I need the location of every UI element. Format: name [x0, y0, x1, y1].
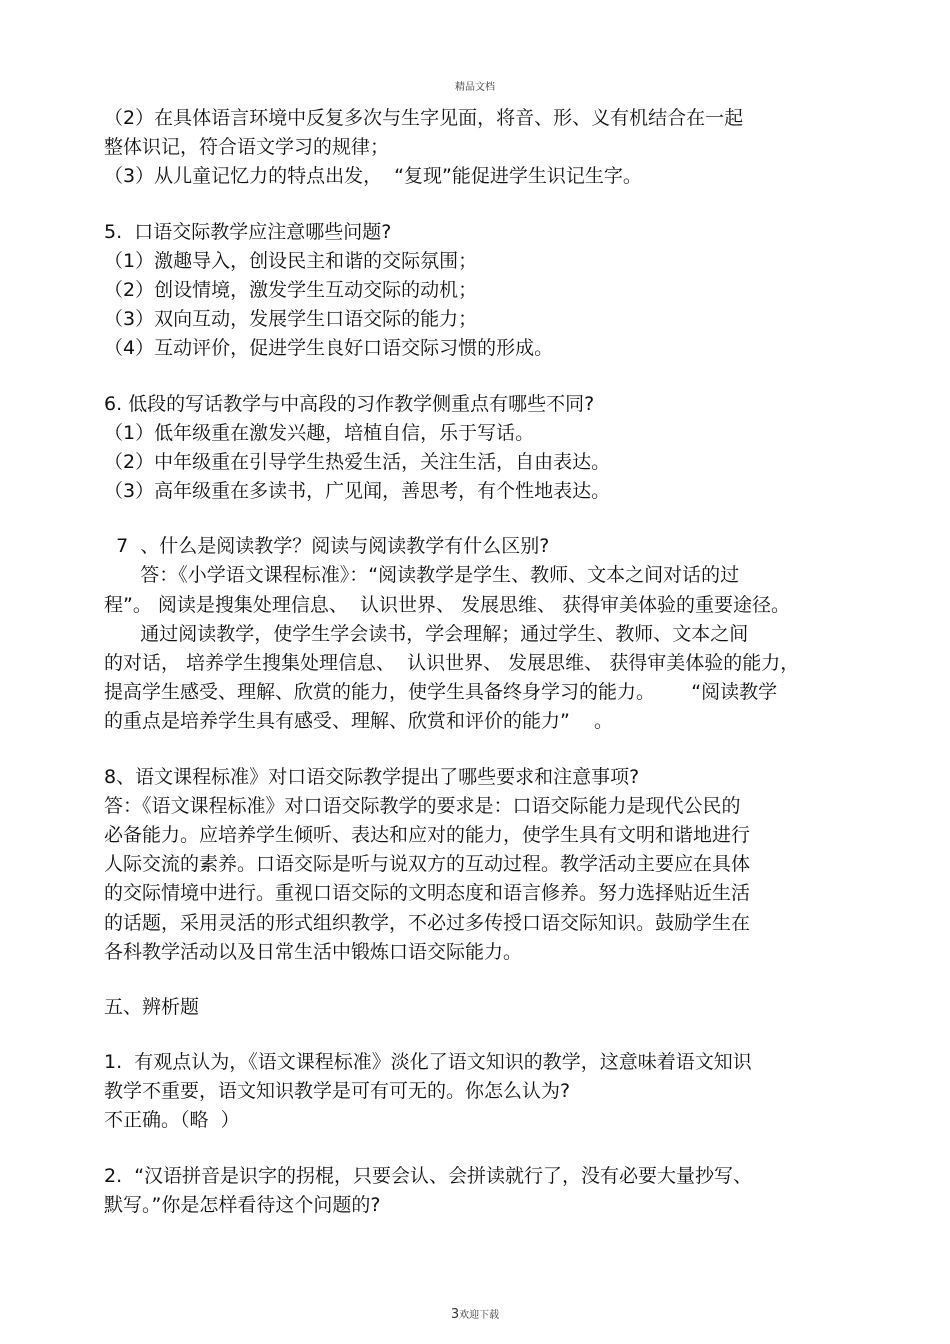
section-heading [104, 993, 864, 1022]
text-line: （1）激趣导入，创设民主和谐的交际氛围； [104, 249, 478, 272]
question-heading: 6. 低段的写话教学与中高段的习作教学侧重点有哪些不同? [104, 392, 595, 415]
page-header: 精品文档 [455, 82, 495, 93]
text-line: 答：《小学语文课程标准》：“阅读教学是学生、教师、文本之间对话的过 [104, 564, 740, 587]
question-5 [104, 218, 864, 364]
text-line: 必备能力。应培养学生倾听、表达和应对的能力，使学生具有文明和谐地进行 [104, 823, 751, 846]
paragraph-spacer [104, 1136, 864, 1162]
paragraph-spacer [104, 364, 864, 390]
question-heading: 7 、什么是阅读教学？阅读与阅读教学有什么区别? [104, 535, 550, 558]
text-line: 教学不重要，语文知识教学是可有可无的。你怎么认为? [104, 1080, 571, 1103]
text-line: 整体识记，符合语文学习的规律； [104, 136, 390, 159]
paragraph-spacer [104, 737, 864, 763]
question-heading: 8、语文课程标准》对口语交际教学提出了哪些要求和注意事项? [104, 765, 640, 788]
paragraph-spacer [104, 967, 864, 993]
paragraph-spacer [104, 1022, 864, 1048]
text-line: 的话题，采用灵活的形式组织教学，不必过多传授口语交际知识。鼓励学生在 [104, 911, 751, 934]
text-line: 不正确。（略 ） [104, 1109, 240, 1132]
question-6 [104, 390, 864, 507]
text-line: （2）创设情境，激发学生互动交际的动机； [104, 278, 478, 301]
text-line: （2）在具体语言环境中反复多次与生字见面，将音、形、义有机结合在一起 [104, 107, 744, 129]
question-7 [104, 532, 864, 736]
paragraph-literacy-points [104, 104, 864, 192]
document-body [104, 104, 864, 1220]
text-line: （4）互动评价，促进学生良好口语交际习惯的形成。 [104, 337, 554, 360]
text-line: 默写。”你是怎样看待这个问题的? [104, 1193, 381, 1216]
text-line: 的对话， 培养学生搜集处理信息、 认识世界、 发展思维、 获得审美体验的能力， [104, 652, 800, 674]
text-line: 的交际情境中进行。重视口语交际的文明态度和语言修养。努力选择贴近生活 [104, 882, 751, 905]
text-line: （3）双向互动，发展学生口语交际的能力； [104, 308, 478, 331]
paragraph-spacer [104, 506, 864, 532]
text-line: 各科教学活动以及日常生活中锻炼口语交际能力。 [104, 940, 523, 963]
page-footer [0, 1306, 950, 1322]
text-line: 的重点是培养学生具有感受、理解、欣赏和评价的能力” 。 [104, 710, 614, 733]
question-heading: 2. “汉语拼音是识字的拐棍，只要会认、会拼读就行了，没有必要大量抄写、 [104, 1164, 753, 1187]
section-title: 五、辨析题 [104, 995, 200, 1018]
text-line: 通过阅读教学，使学生学会读书，学会理解；通过学生、教师、文本之间 [104, 622, 749, 645]
paragraph-spacer [104, 192, 864, 218]
text-line: 答：《语文课程标准》对口语交际教学的要求是：口语交际能力是现代公民的 [104, 794, 741, 817]
question-8 [104, 763, 864, 967]
text-line: 人际交流的素养。口语交际是听与说双方的互动过程。教学活动主要应在具体 [104, 853, 751, 876]
text-line: （1）低年级重在激发兴趣，培植自信，乐于写话。 [104, 421, 535, 444]
page-number: 3 [450, 1307, 460, 1322]
text-line: 提高学生感受、理解、欣赏的能力，使学生具备终身学习的能力。 “阅读教学 [104, 681, 778, 704]
footer-text: 欢迎下载 [459, 1310, 500, 1321]
text-line: 程”。 阅读是搜集处理信息、 认识世界、 发展思维、 获得审美体验的重要途径。 [104, 593, 791, 616]
text-line: （3）从儿童记忆力的特点出发， “复现”能促进学生识记生字。 [104, 165, 642, 188]
question-heading: 5. 口语交际教学应注意哪些问题? [104, 220, 392, 243]
analysis-question-1 [104, 1048, 864, 1136]
analysis-question-2 [104, 1162, 864, 1220]
text-line: （3）高年级重在多读书，广见闻，善思考，有个性地表达。 [104, 480, 611, 503]
text-line: （2）中年级重在引导学生热爱生活，关注生活，自由表达。 [104, 450, 611, 473]
question-heading: 1. 有观点认为，《语文课程标准》淡化了语文知识的教学，这意味着语文知识 [104, 1051, 752, 1074]
